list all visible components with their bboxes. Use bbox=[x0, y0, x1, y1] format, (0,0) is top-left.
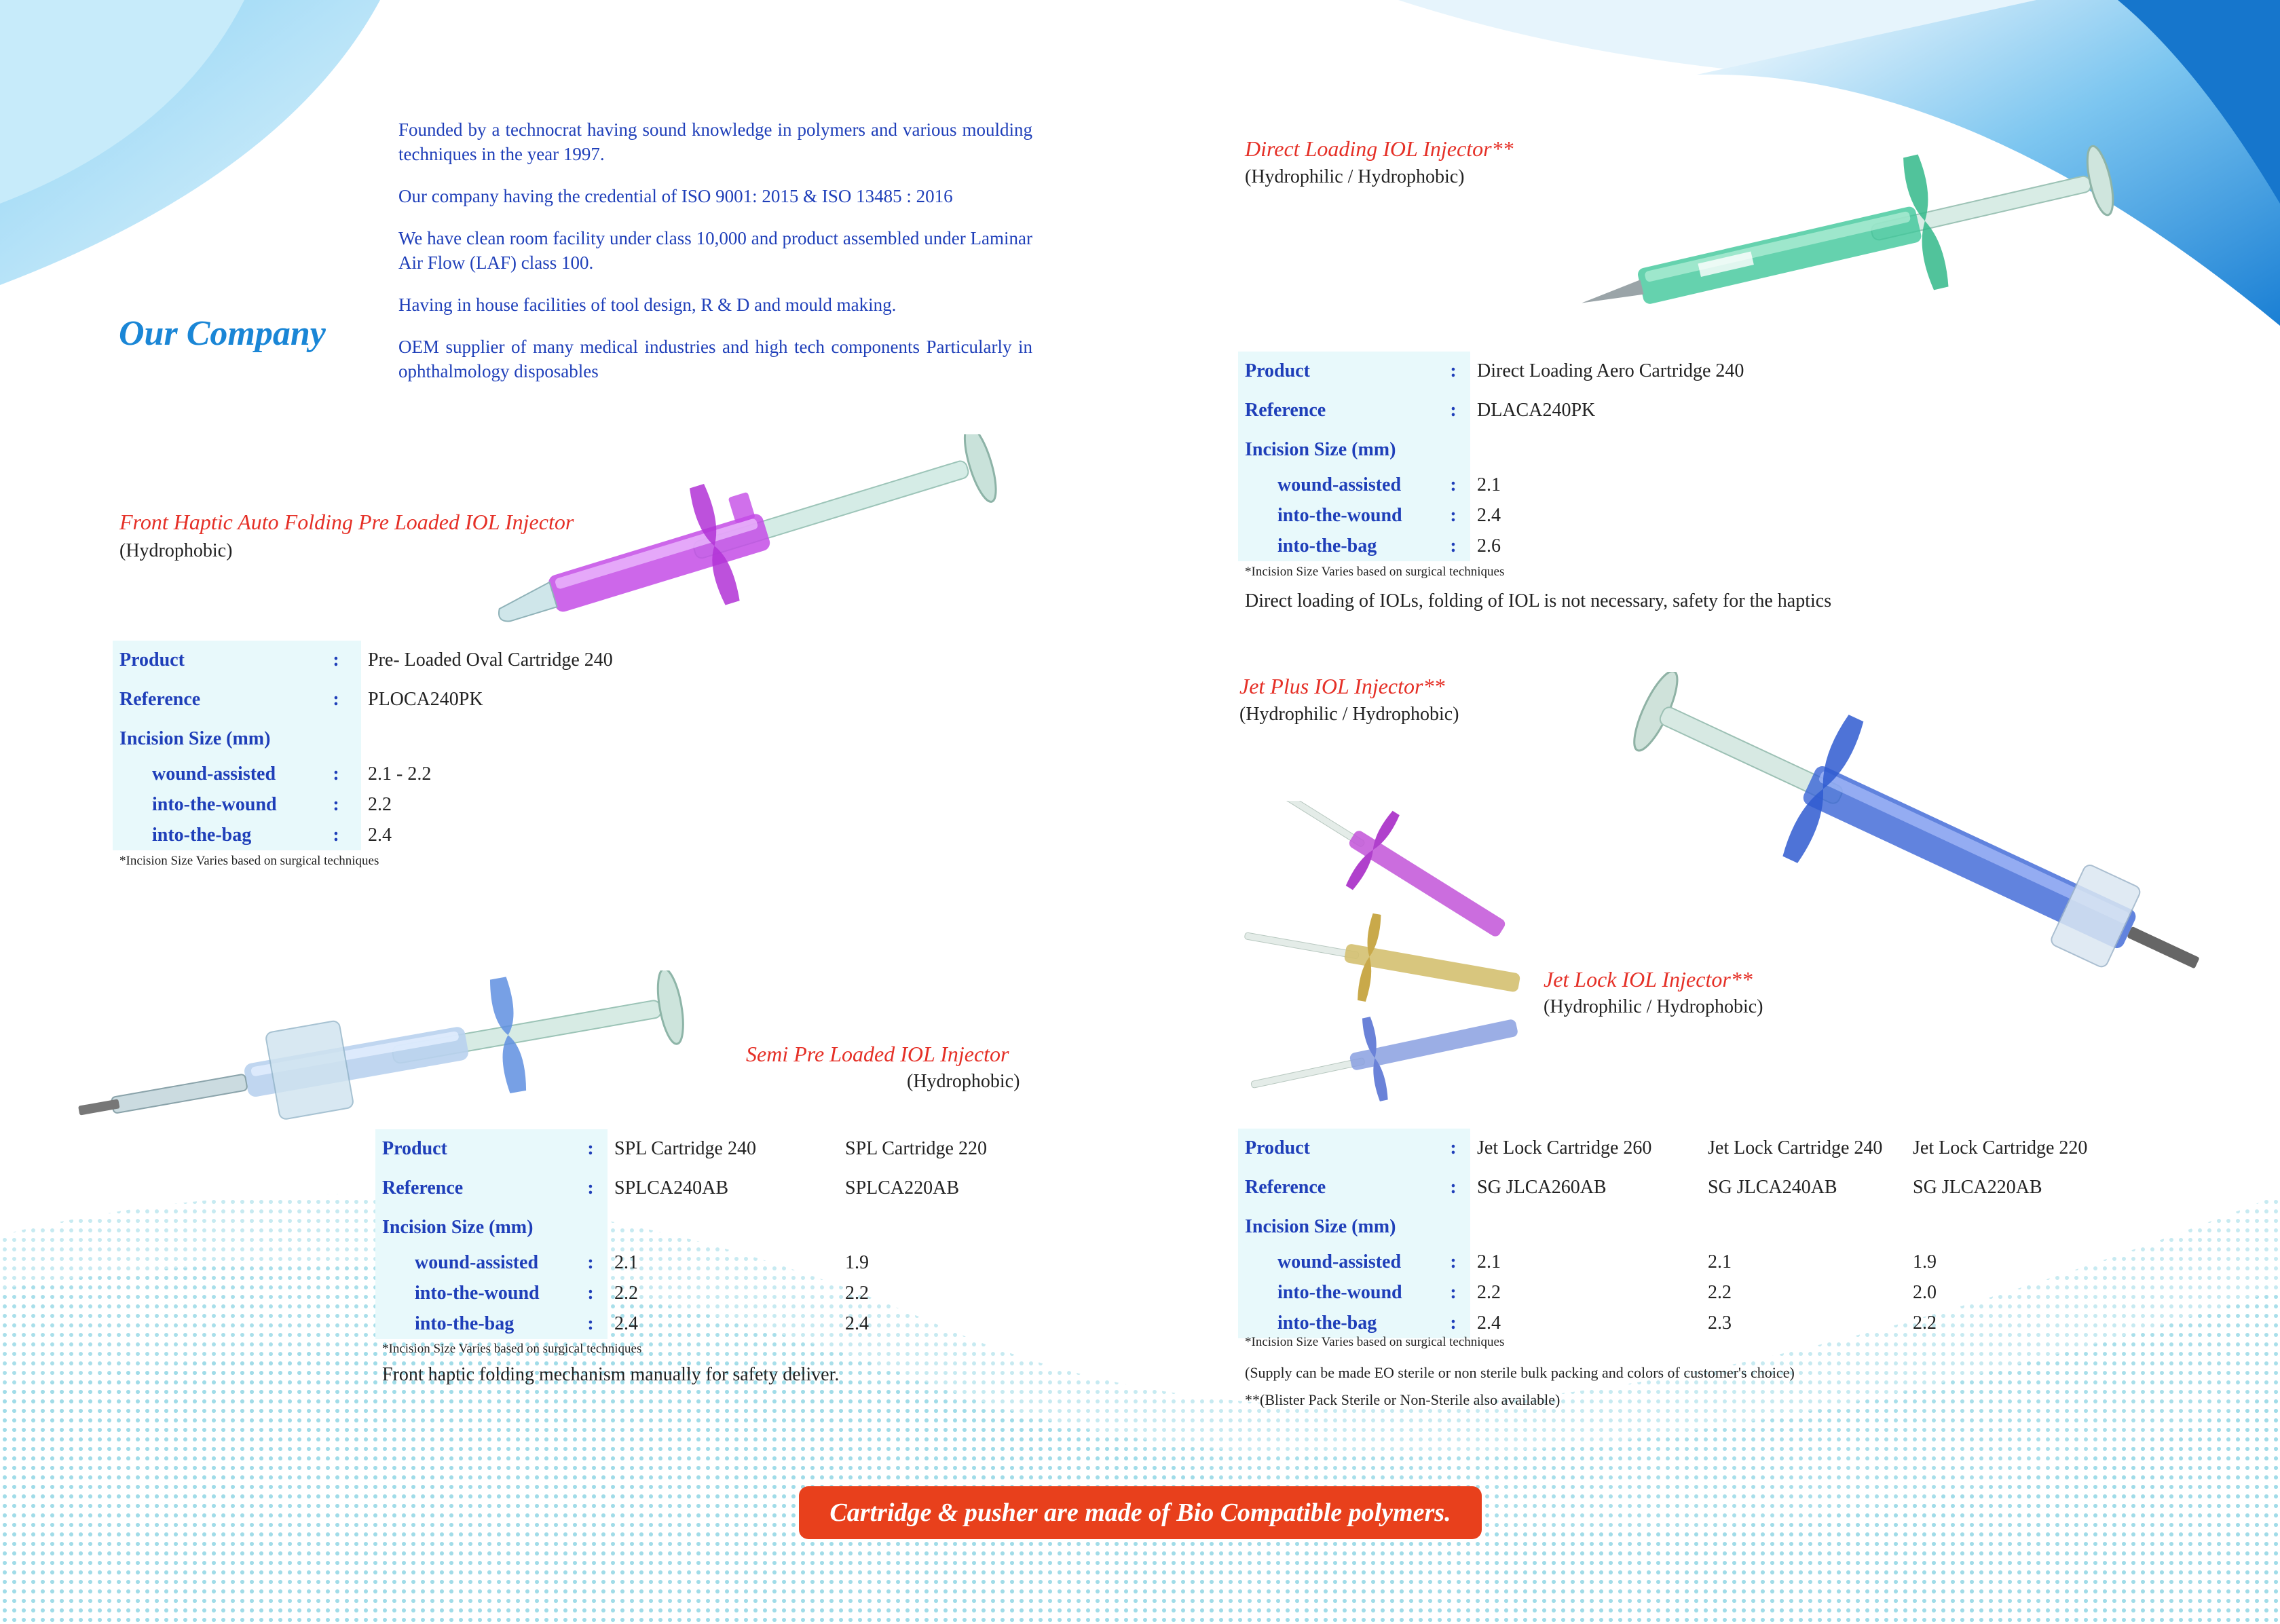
spec-key: Product bbox=[1238, 1129, 1436, 1168]
spec-value: 2.4 bbox=[1477, 504, 1501, 526]
spec-value: 2.1 bbox=[1477, 1251, 1501, 1272]
spec-colon: : bbox=[1436, 1129, 1470, 1168]
semi-preloaded-injector-image bbox=[68, 970, 719, 1147]
product-subtitle: (Hydrophilic / Hydrophobic) bbox=[1245, 166, 1465, 187]
spec-value: 2.6 bbox=[1477, 535, 1501, 556]
spec-value: 2.2 bbox=[1708, 1281, 1732, 1303]
spec-key: wound-assisted bbox=[1238, 1247, 1436, 1277]
spec-value: 2.4 bbox=[614, 1313, 638, 1334]
supply-note: (Supply can be made EO sterile or non sterile bulk packing and colors of customer's choice) bbox=[1245, 1364, 1795, 1381]
section-heading: Our Company bbox=[119, 314, 326, 353]
spec-colon: : bbox=[1436, 1308, 1470, 1338]
spec-colon: : bbox=[1436, 1247, 1470, 1277]
spec-value: Direct Loading Aero Cartridge 240 bbox=[1477, 360, 1744, 381]
product-title: Semi Pre Loaded IOL Injector bbox=[746, 1042, 1009, 1066]
spec-row-into-the-bag bbox=[1238, 531, 1744, 561]
product-subtitle: (Hydrophilic / Hydrophobic) bbox=[1544, 996, 1763, 1017]
spec-value: SG JLCA240AB bbox=[1708, 1177, 1837, 1198]
spec-table bbox=[1238, 1129, 2087, 1338]
spec-row-into-the-wound bbox=[375, 1278, 987, 1308]
spec-colon: : bbox=[1436, 470, 1470, 500]
spec-key: Reference bbox=[1238, 1168, 1436, 1207]
intro-paragraph: We have clean room facility under class 10,000 and product assembled under Laminar Air Flow (LAF) class 100. bbox=[398, 228, 1032, 273]
product-subtitle: (Hydrophobic) bbox=[907, 1071, 1020, 1092]
spec-row-into-the-wound bbox=[113, 789, 613, 820]
spec-row-wound-assisted bbox=[375, 1247, 987, 1278]
spec-value: 2.2 bbox=[1477, 1281, 1501, 1303]
spec-value: 2.3 bbox=[1708, 1312, 1732, 1334]
spec-value: SPL Cartridge 220 bbox=[845, 1138, 987, 1159]
spec-value: 2.1 bbox=[614, 1251, 638, 1273]
spec-value: 2.4 bbox=[1477, 1312, 1501, 1334]
spec-value: 2.1 bbox=[1708, 1251, 1732, 1272]
product-title: Jet Lock IOL Injector** bbox=[1544, 967, 1753, 992]
spec-value: Pre- Loaded Oval Cartridge 240 bbox=[368, 649, 613, 671]
product-title: Jet Plus IOL Injector** bbox=[1239, 674, 1445, 698]
spec-row-product bbox=[1238, 1129, 2087, 1168]
spec-colon: : bbox=[574, 1169, 608, 1208]
spec-colon: : bbox=[1436, 352, 1470, 391]
intro-paragraph: Having in house facilities of tool design, R & D and mould making. bbox=[398, 295, 897, 315]
biocompatible-banner: Cartridge & pusher are made of Bio Compatible polymers. bbox=[799, 1486, 1482, 1539]
spec-row-product bbox=[1238, 352, 1744, 391]
spec-table bbox=[113, 641, 613, 850]
spec-key: wound-assisted bbox=[1238, 470, 1436, 500]
spec-key: Reference bbox=[113, 680, 311, 719]
spec-key: into-the-wound bbox=[1238, 1277, 1436, 1308]
spec-row-incision bbox=[1238, 430, 1744, 470]
spec-row-wound-assisted bbox=[1238, 470, 1744, 500]
spec-key: into-the-wound bbox=[1238, 500, 1436, 531]
direct-loading-injector-image bbox=[1554, 143, 2165, 339]
spec-colon: : bbox=[1436, 531, 1470, 561]
spec-key: into-the-wound bbox=[375, 1278, 574, 1308]
spec-colon: : bbox=[1436, 1277, 1470, 1308]
spec-row-incision bbox=[375, 1208, 987, 1247]
spec-value: DLACA240PK bbox=[1477, 400, 1596, 421]
spec-row-into-the-bag bbox=[113, 820, 613, 850]
spec-colon: : bbox=[311, 759, 361, 789]
spec-row-reference bbox=[113, 680, 613, 719]
spec-value: 2.2 bbox=[1913, 1312, 1937, 1334]
product-subtitle: (Hydrophilic / Hydrophobic) bbox=[1239, 704, 1459, 725]
spec-row-wound-assisted bbox=[113, 759, 613, 789]
spec-row-reference bbox=[1238, 1168, 2087, 1207]
spec-value: 2.4 bbox=[368, 824, 392, 846]
intro-paragraph: Our company having the credential of ISO 9001: 2015 & ISO 13485 : 2016 bbox=[398, 186, 953, 206]
spec-colon: : bbox=[574, 1247, 608, 1278]
jet-plus-injector-image bbox=[1582, 672, 2247, 991]
spec-value: 2.1 bbox=[1477, 474, 1501, 495]
spec-colon: : bbox=[574, 1308, 608, 1339]
spec-value: Jet Lock Cartridge 220 bbox=[1913, 1137, 2088, 1158]
spec-row-into-the-bag bbox=[375, 1308, 987, 1339]
spec-value: SG JLCA220AB bbox=[1913, 1177, 2042, 1198]
spec-row-reference bbox=[1238, 391, 1744, 430]
spec-key: Product bbox=[113, 641, 311, 680]
spec-key: into-the-bag bbox=[1238, 1308, 1436, 1338]
spec-colon: : bbox=[1436, 1168, 1470, 1207]
spec-key: into-the-bag bbox=[113, 820, 311, 850]
spec-value: SPLCA240AB bbox=[614, 1177, 729, 1198]
spec-row-into-the-bag bbox=[1238, 1308, 2087, 1338]
incision-note: *Incision Size Varies based on surgical techniques bbox=[382, 1342, 642, 1356]
spec-value: 2.2 bbox=[614, 1282, 638, 1304]
spec-colon: : bbox=[574, 1129, 608, 1169]
spec-key: Incision Size (mm) bbox=[1238, 430, 1436, 470]
intro-paragraph: Founded by a technocrat having sound knowledge in polymers and various moulding techniques in the year 1997. bbox=[398, 119, 1032, 164]
spec-value: PLOCA240PK bbox=[368, 689, 483, 710]
spec-row-into-the-wound bbox=[1238, 1277, 2087, 1308]
spec-row-wound-assisted bbox=[1238, 1247, 2087, 1277]
spec-table bbox=[1238, 352, 1744, 561]
spec-key: Reference bbox=[375, 1169, 574, 1208]
spec-colon: : bbox=[1436, 500, 1470, 531]
spec-value: SG JLCA260AB bbox=[1477, 1177, 1607, 1198]
intro-paragraph: OEM supplier of many medical industries and high tech components Particularly in ophthalmology disposables bbox=[398, 337, 1032, 381]
spec-key: into-the-wound bbox=[113, 789, 311, 820]
spec-key: Incision Size (mm) bbox=[375, 1208, 574, 1247]
spec-value: SPL Cartridge 240 bbox=[614, 1138, 756, 1159]
spec-row-product bbox=[113, 641, 613, 680]
product-title: Front Haptic Auto Folding Pre Loaded IOL Injector bbox=[119, 510, 574, 534]
spec-row-into-the-wound bbox=[1238, 500, 1744, 531]
spec-colon: : bbox=[311, 820, 361, 850]
spec-table bbox=[375, 1129, 987, 1339]
spec-value: 1.9 bbox=[845, 1251, 869, 1273]
spec-value: 1.9 bbox=[1913, 1251, 1937, 1272]
spec-value: SPLCA220AB bbox=[845, 1177, 960, 1198]
spec-key: into-the-bag bbox=[375, 1308, 574, 1339]
spec-key: Reference bbox=[1238, 391, 1436, 430]
spec-key: wound-assisted bbox=[375, 1247, 574, 1278]
incision-note: *Incision Size Varies based on surgical techniques bbox=[1245, 1335, 1505, 1349]
spec-row-incision bbox=[113, 719, 613, 759]
spec-key: Product bbox=[375, 1129, 574, 1169]
spec-value: 2.1 - 2.2 bbox=[368, 763, 432, 785]
spec-row-incision bbox=[1238, 1207, 2087, 1247]
product-description: Front haptic folding mechanism manually for safety deliver. bbox=[382, 1364, 840, 1385]
spec-colon: : bbox=[1436, 391, 1470, 430]
spec-key: Incision Size (mm) bbox=[1238, 1207, 1436, 1247]
product-subtitle: (Hydrophobic) bbox=[119, 540, 233, 561]
spec-value: Jet Lock Cartridge 240 bbox=[1708, 1137, 1883, 1158]
spec-row-reference bbox=[375, 1169, 987, 1208]
spec-colon: : bbox=[311, 789, 361, 820]
spec-colon: : bbox=[311, 680, 361, 719]
spec-key: Incision Size (mm) bbox=[113, 719, 311, 759]
company-intro bbox=[398, 117, 1032, 401]
spec-value: 2.2 bbox=[368, 793, 392, 815]
spec-value: 2.0 bbox=[1913, 1281, 1937, 1303]
incision-note: *Incision Size Varies based on surgical techniques bbox=[119, 854, 379, 868]
blister-note: **(Blister Pack Sterile or Non-Sterile also available) bbox=[1245, 1391, 1561, 1408]
spec-value: 2.2 bbox=[845, 1282, 869, 1304]
spec-key: into-the-bag bbox=[1238, 531, 1436, 561]
product-description: Direct loading of IOLs, folding of IOL is not necessary, safety for the haptics bbox=[1245, 590, 1832, 611]
spec-colon: : bbox=[311, 641, 361, 680]
spec-value: Jet Lock Cartridge 260 bbox=[1477, 1137, 1652, 1158]
spec-row-product bbox=[375, 1129, 987, 1169]
jet-lock-injectors-image bbox=[1235, 801, 1534, 1106]
incision-note: *Incision Size Varies based on surgical techniques bbox=[1245, 565, 1505, 579]
spec-key: wound-assisted bbox=[113, 759, 311, 789]
product-title: Direct Loading IOL Injector** bbox=[1245, 136, 1514, 161]
spec-key: Product bbox=[1238, 352, 1436, 391]
spec-colon: : bbox=[574, 1278, 608, 1308]
spec-value: 2.4 bbox=[845, 1313, 869, 1334]
